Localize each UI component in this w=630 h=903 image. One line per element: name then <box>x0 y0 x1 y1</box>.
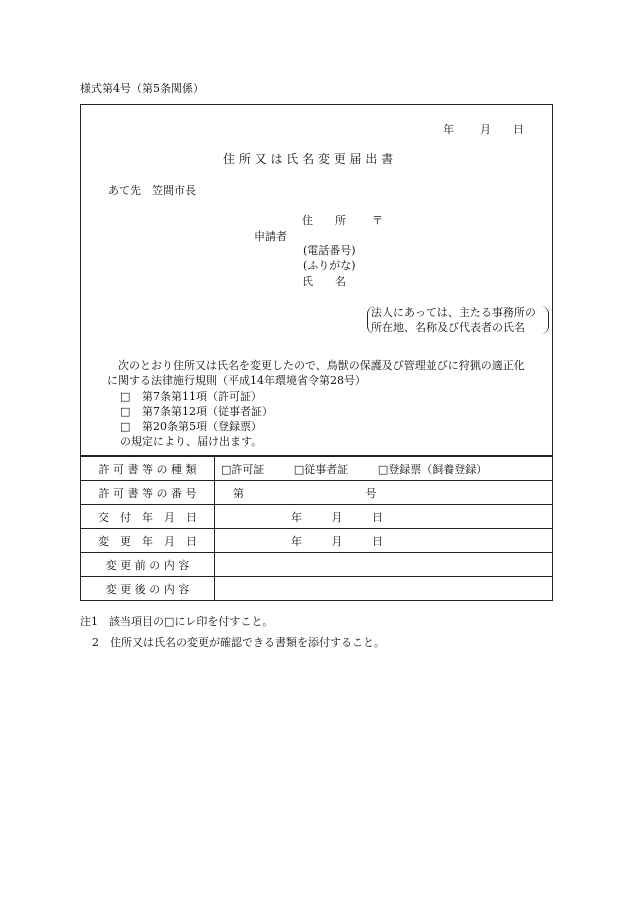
row-label-after-change: 変 更 後 の 内 容 <box>81 577 215 601</box>
body-text-line2: に関する法律施行規則（平成14年環境省令第28号） <box>107 374 366 387</box>
date-month-label: 月 <box>480 123 491 136</box>
permit-number-prefix: 第 <box>233 486 244 500</box>
option-checkbox-permit[interactable]: □ <box>120 390 131 403</box>
option-checkbox-registration[interactable]: □ <box>120 420 131 433</box>
date-day-label: 日 <box>513 123 524 136</box>
info-table <box>80 456 553 601</box>
option-label-registration: 第20条第5項（登録票） <box>142 420 262 433</box>
change-date-month: 月 <box>331 534 343 548</box>
issue-date-day: 日 <box>372 510 383 524</box>
name-label: 氏 名 <box>302 275 346 288</box>
table-row <box>81 529 553 553</box>
permit-number-suffix: 号 <box>365 486 377 500</box>
postal-mark: 〒 <box>372 214 383 227</box>
document-title: 住 所 又 は 氏 名 変 更 届 出 書 <box>223 152 394 166</box>
permit-type-option-worker[interactable]: □従事者証 <box>293 462 349 476</box>
issue-date-month: 月 <box>331 510 343 524</box>
row-label-permit-type: 許 可 書 等 の 種 類 <box>81 457 215 481</box>
change-date-day: 日 <box>372 534 383 548</box>
applicant-label: 申請者 <box>254 230 287 243</box>
phone-label: (電話番号) <box>303 244 356 257</box>
change-date-field[interactable] <box>215 529 553 553</box>
table-row <box>81 505 553 529</box>
row-label-change-date: 変 更 年 月 日 <box>81 529 215 553</box>
issue-date-year: 年 <box>291 510 302 524</box>
table-row <box>81 553 553 577</box>
issue-date-field[interactable] <box>215 505 553 529</box>
corporate-note-line2: 所在地、名称及び代表者の氏名 <box>371 321 525 334</box>
table-row <box>81 481 553 505</box>
permit-type-option-registration[interactable]: □登録票（飼養登録） <box>377 462 488 476</box>
form-number: 様式第4号（第5条関係） <box>80 82 204 95</box>
corporate-note-line1: 法人にあっては、主たる事務所の <box>371 306 536 319</box>
table-row <box>81 457 553 481</box>
row-label-permit-number: 許 可 書 等 の 番 号 <box>81 481 215 505</box>
change-date-year: 年 <box>291 534 302 548</box>
body-text-line1: 次のとおり住所又は氏名を変更したので、鳥獣の保護及び管理並びに狩猟の適正化 <box>118 359 525 372</box>
permit-type-option-permit[interactable]: □許可証 <box>221 462 265 476</box>
row-label-before-change: 変 更 前 の 内 容 <box>81 553 215 577</box>
note-2: 2 住所又は氏名の変更が確認できる書類を添付すること。 <box>92 636 385 649</box>
permit-number-field[interactable] <box>215 481 553 505</box>
note-1: 注1 該当項目の□にレ印を付すこと。 <box>80 615 274 628</box>
addressee: あて先 笠間市長 <box>108 184 196 197</box>
before-change-field[interactable] <box>215 553 553 577</box>
date-year-label: 年 <box>443 123 454 136</box>
furigana-label: (ふりがな) <box>303 259 356 272</box>
permit-type-options <box>215 457 553 481</box>
after-change-field[interactable] <box>215 577 553 601</box>
option-label-permit: 第7条第11項（許可証） <box>142 390 262 403</box>
table-row <box>81 577 553 601</box>
option-label-worker: 第7条第12項（従事者証） <box>142 405 273 418</box>
closing-text: の規定により、届け出ます。 <box>120 435 263 448</box>
option-checkbox-worker[interactable]: □ <box>120 405 131 418</box>
address-label: 住 所 <box>302 214 346 227</box>
row-label-issue-date: 交 付 年 月 日 <box>81 505 215 529</box>
